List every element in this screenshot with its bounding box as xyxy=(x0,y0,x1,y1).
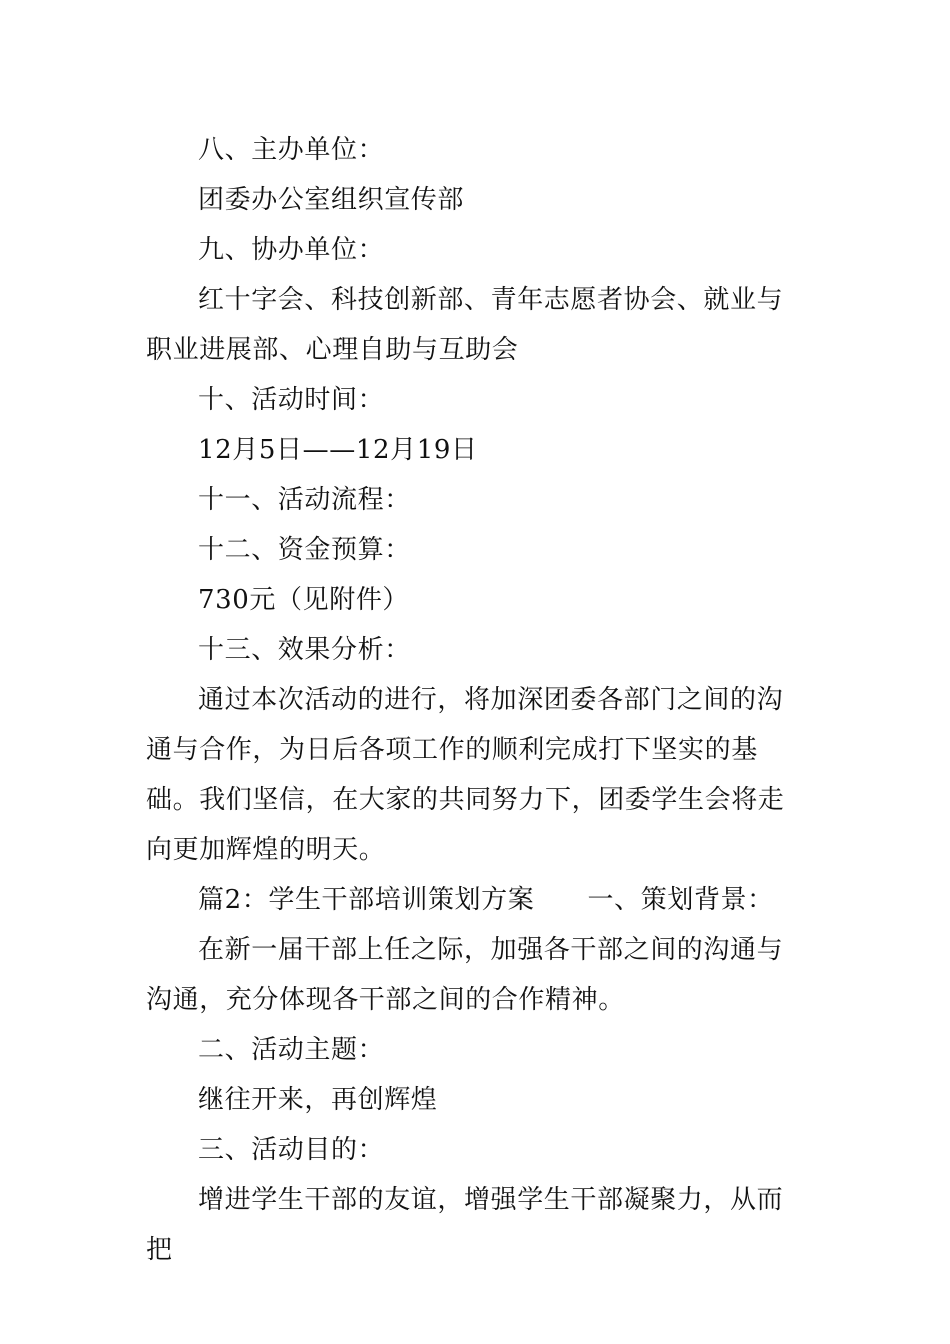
heading-effect-analysis: 十三、效果分析： xyxy=(198,635,411,665)
document-body xyxy=(146,125,808,1275)
activity-theme-text: 继往开来，再创辉煌 xyxy=(198,1085,438,1115)
section-2-heading: 篇2：学生干部培训策划方案 一、策划背景： xyxy=(198,885,774,915)
heading-co-organizer: 九、协办单位： xyxy=(198,235,385,265)
budget-text: 730元（见附件） xyxy=(198,585,410,615)
organizer-text: 团委办公室组织宣传部 xyxy=(198,185,465,215)
heading-budget: 十二、资金预算： xyxy=(198,535,411,565)
background-text: 在新一届干部上任之际，加强各干部之间的沟通与沟通，充分体现各干部之间的合作精神。 xyxy=(146,935,784,1015)
effect-analysis-text: 通过本次活动的进行，将加深团委各部门之间的沟通与合作，为日后各项工作的顺利完成打下坚实的基础。我们坚信，在大家的共同努力下，团委学生会将走向更加辉煌的明天。 xyxy=(146,685,785,865)
activity-time-text: 12月5日——12月19日 xyxy=(198,435,478,465)
heading-activity-process: 十一、活动流程： xyxy=(198,485,411,515)
heading-activity-time: 十、活动时间： xyxy=(198,385,385,415)
activity-purpose-text: 增进学生干部的友谊，增强学生干部凝聚力，从而把 xyxy=(146,1185,784,1265)
heading-activity-purpose: 三、活动目的： xyxy=(198,1135,385,1165)
heading-activity-theme: 二、活动主题： xyxy=(198,1035,385,1065)
co-organizer-text: 红十字会、科技创新部、青年志愿者协会、就业与职业进展部、心理自助与互助会 xyxy=(146,285,784,365)
heading-organizer: 八、主办单位： xyxy=(198,135,385,165)
